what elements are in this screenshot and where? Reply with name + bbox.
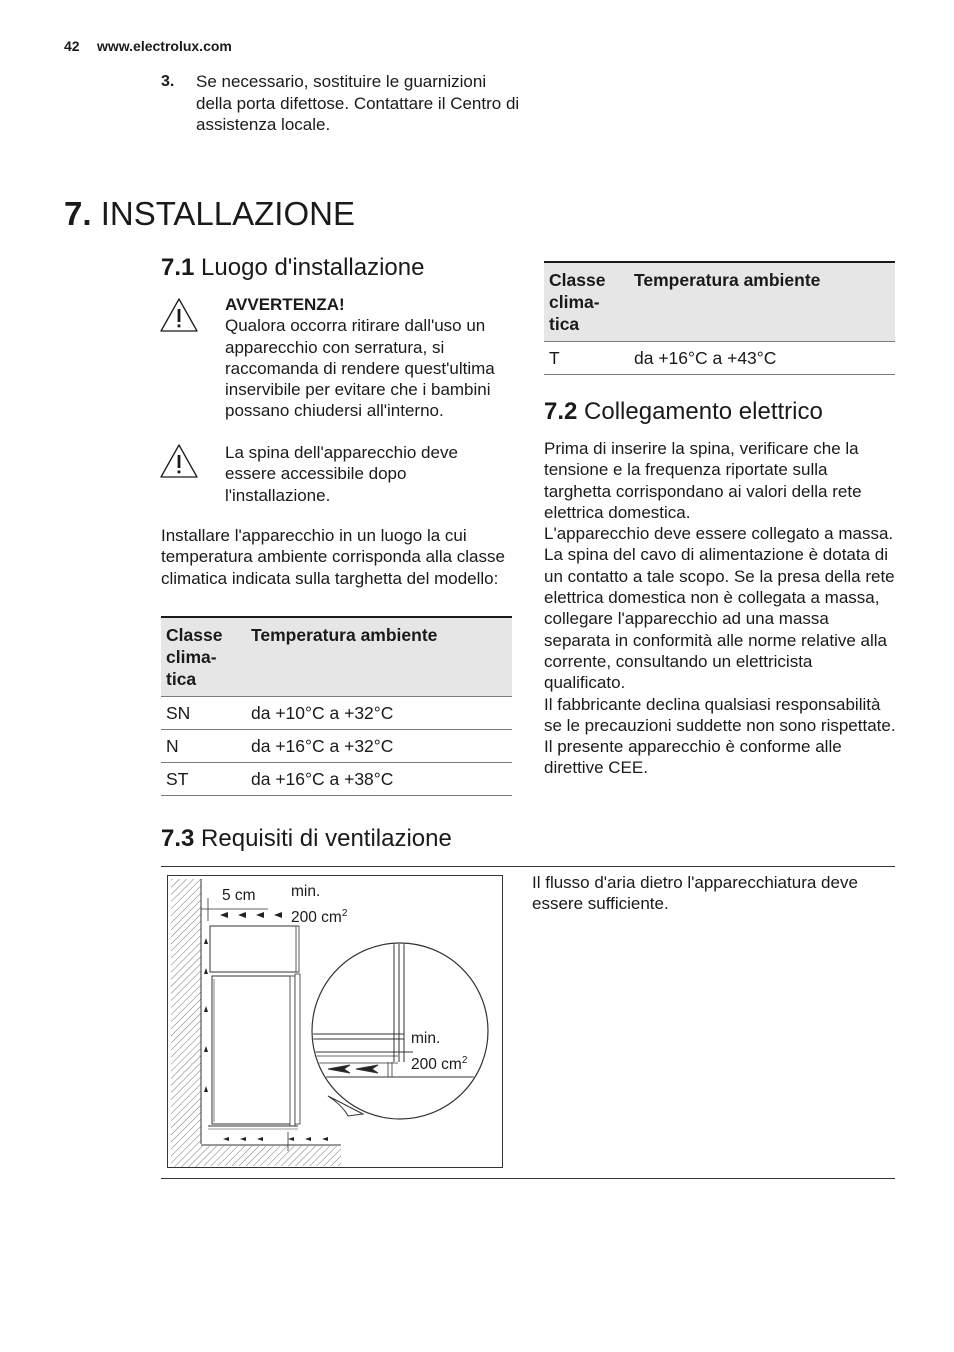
gap-label: 5 cm: [222, 887, 256, 904]
table-cell: da +16°C a +38°C: [246, 763, 512, 796]
table-cell: T: [544, 342, 629, 375]
table-row: [161, 730, 512, 763]
section-7-3-number: 7.3: [161, 825, 195, 852]
step-text: Se necessario, sostituire le guarnizioni della porta difettose. Contattare il Centro di assistenza locale.: [196, 72, 520, 134]
column-header: Temperatura ambiente: [246, 617, 512, 697]
warning-block: [225, 294, 517, 422]
paragraph: L'apparecchio deve essere collegato a massa. La spina del cavo di alimentazione è dotata di un contatto a tale scopo. Se la presa della rete elettrica domestica non è collegata a massa, collegare l'apparecchio ad una massa separata in conformità alle norme relative alla corrente, consultando un elettricista qualificato.: [544, 524, 895, 693]
chapter-title-text: INSTALLAZIONE: [100, 195, 355, 232]
divider: [161, 1178, 895, 1179]
table-header-row: [544, 262, 895, 342]
climate-class-table: [161, 616, 512, 796]
table-cell: ST: [161, 763, 246, 796]
floor-hatch: [201, 1146, 341, 1166]
min-label-top: min.: [291, 883, 321, 900]
table-row: [161, 763, 512, 796]
section-7-1-intro: Installare l'apparecchio in un luogo la cui temperatura ambiente corrisponda alla classe climatica indicata sulla targhetta del modello:: [161, 526, 505, 588]
table-cell: SN: [161, 697, 246, 730]
column-header: Classe clima-tica: [161, 617, 246, 697]
section-7-1-number: 7.1: [161, 254, 195, 281]
table-header-row: [161, 617, 512, 697]
table-cell: da +16°C a +32°C: [246, 730, 512, 763]
column-header: Temperatura ambiente: [629, 262, 895, 342]
divider: [161, 866, 895, 867]
table-cell: da +10°C a +32°C: [246, 697, 512, 730]
page-number: 42: [64, 38, 80, 54]
warning-triangle-icon: [159, 297, 199, 333]
table-cell: N: [161, 730, 246, 763]
section-7-3-heading: [161, 825, 452, 853]
website-url: www.electrolux.com: [97, 38, 232, 54]
note-text: La spina dell'apparecchio deve essere accessibile dopo l'installazione.: [225, 443, 458, 505]
warning-text: Qualora occorra ritirare dall'uso un apparecchio con serratura, si raccomanda di rendere quest'ultima inservibile per evitare che i bambini possano chiudersi all'interno.: [225, 316, 495, 421]
table-cell: da +16°C a +43°C: [629, 342, 895, 375]
ventilation-diagram: [167, 875, 503, 1168]
area-label-top: 200 $cm^2$: [291, 908, 348, 927]
section-7-3-title: Requisiti di ventilazione: [201, 825, 452, 852]
section-7-2-body: [544, 438, 896, 779]
chapter-title: [64, 195, 355, 233]
paragraph: Prima di inserire la spina, verificare che la tensione e la frequenza riportate sulla targhetta corrispondano ai valori della rete elettrica domestica.: [544, 439, 862, 522]
column-header: Classe clima-tica: [544, 262, 629, 342]
table-row: [544, 342, 895, 375]
step-number: 3.: [161, 73, 175, 90]
section-7-2-heading: [544, 398, 823, 426]
chapter-number: 7.: [64, 195, 92, 232]
paragraph: Il fabbricante declina qualsiasi responsabilità se le precauzioni suddette non sono rispettate.: [544, 694, 896, 735]
section-7-3-text: Il flusso d'aria dietro l'apparecchiatura deve essere sufficiente.: [532, 873, 858, 914]
section-7-1-title: Luogo d'installazione: [201, 254, 425, 281]
section-7-2-title: Collegamento elettrico: [584, 398, 823, 425]
warning-title: AVVERTENZA!: [225, 295, 345, 314]
table-row: [161, 697, 512, 730]
warning-triangle-icon: [159, 443, 199, 479]
min-label-zoom: min.: [411, 1030, 441, 1047]
area-label-zoom: 200 $cm^2$: [411, 1055, 468, 1074]
paragraph: Il presente apparecchio è conforme alle direttive CEE.: [544, 737, 842, 778]
wall-hatch: [171, 879, 201, 1167]
section-7-2-number: 7.2: [544, 398, 578, 425]
climate-class-table: [544, 261, 895, 375]
section-7-1-heading: [161, 254, 424, 282]
